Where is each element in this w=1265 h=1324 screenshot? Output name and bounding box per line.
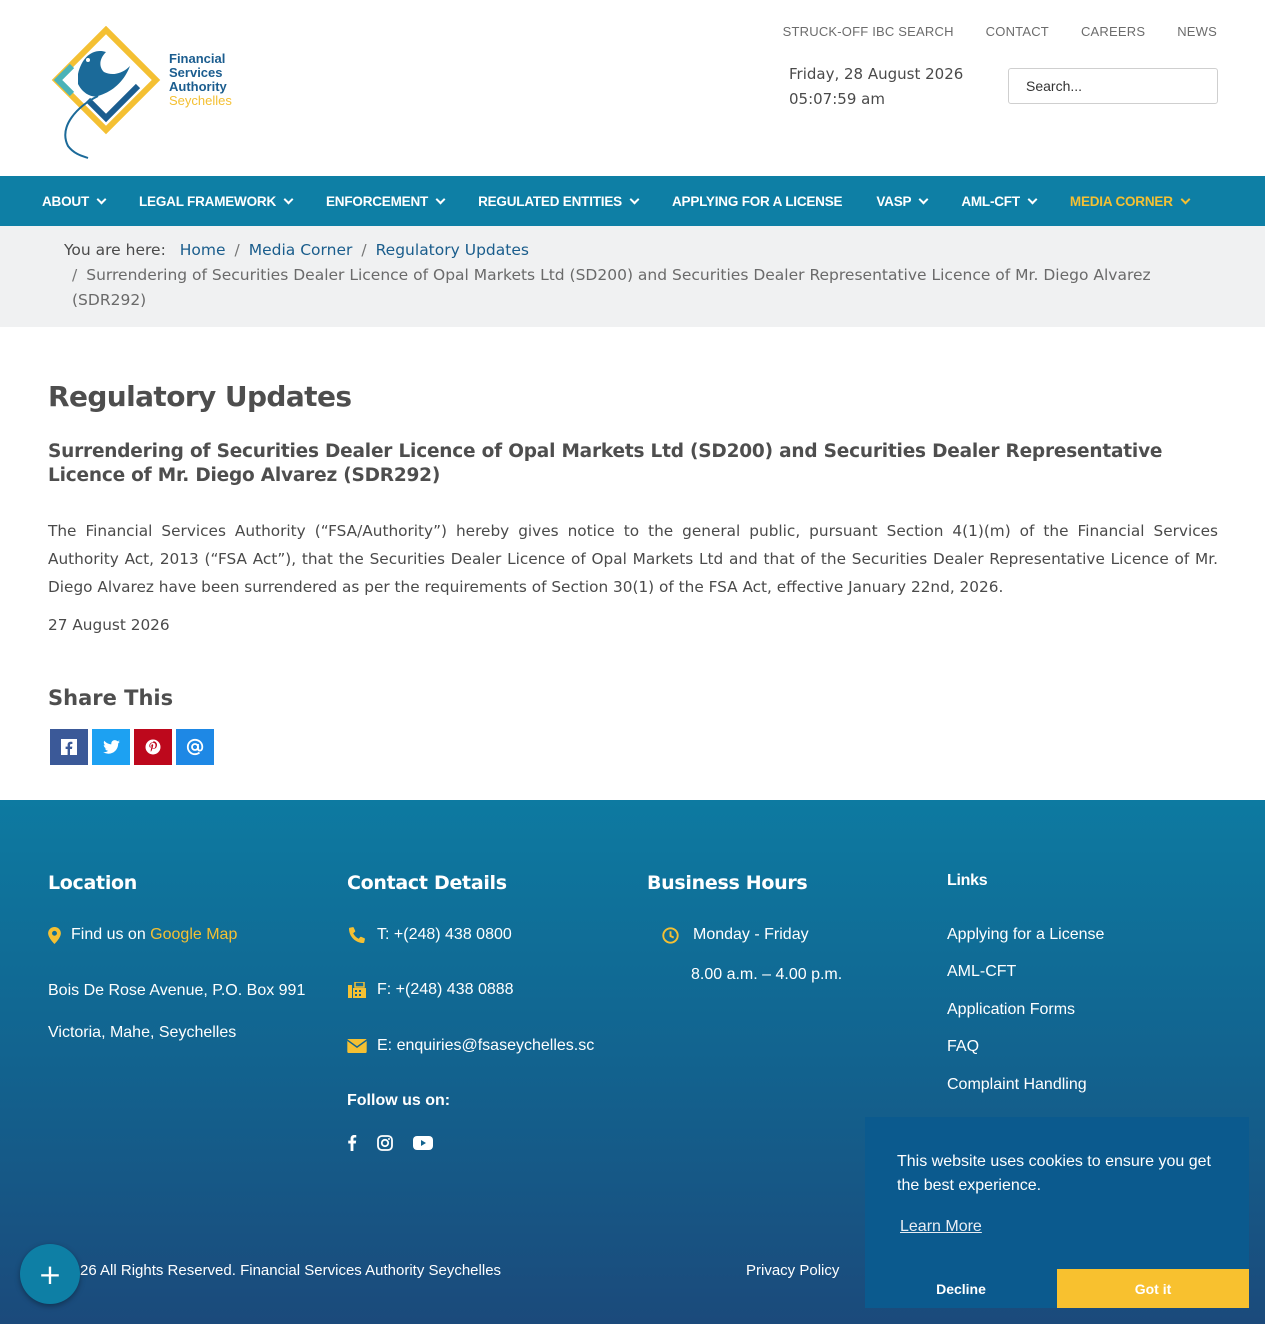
- google-map-link[interactable]: Google Map: [150, 926, 238, 943]
- email-line[interactable]: E: enquiries@fsaseychelles.sc: [347, 1037, 594, 1055]
- twitter-icon: [103, 740, 120, 754]
- fax-line: F: +(248) 438 0888: [347, 981, 514, 999]
- top-link-struck-off-ibc-search[interactable]: STRUCK-OFF IBC SEARCH: [782, 24, 954, 39]
- email-share-button[interactable]: [176, 729, 214, 765]
- share-title: Share This: [48, 686, 174, 710]
- map-pin-icon: [48, 927, 61, 944]
- article-body: The Financial Services Authority (“FSA/Authority”) hereby gives notice to the general public, pursuant Section 4(1)(m) of the Financial Services Authority Act, 2013 (“FSA Act”), that the Securities Dealer Licence of Opal Markets Ltd and that of the Securities Dealer Representative Licence of Mr. Diego Alvarez have been surrendered as per the requirements of Section 30(1) of the FSA Act, effective January 22nd, 2026.: [48, 522, 1218, 596]
- top-link-careers[interactable]: CAREERS: [1080, 24, 1146, 39]
- top-link-contact[interactable]: CONTACT: [985, 24, 1049, 39]
- links-heading: Links: [947, 872, 988, 889]
- facebook-icon: [61, 739, 77, 755]
- breadcrumb-prefix: You are here:: [64, 241, 166, 259]
- chevron-down-icon: [284, 194, 294, 204]
- floating-plus-button[interactable]: +: [20, 1244, 80, 1304]
- facebook-icon[interactable]: [347, 1134, 357, 1151]
- phone-line[interactable]: T: +(248) 438 0800: [347, 926, 512, 944]
- article-title: Surrendering of Securities Dealer Licence of Opal Markets Ltd (SD200) and Securities Dealer Representative Licence of Mr. Diego Alvarez (SDR292): [48, 441, 1163, 486]
- footer-link-applying-for-a-license[interactable]: Applying for a License: [947, 926, 1105, 943]
- footer-link-faq[interactable]: FAQ: [947, 1038, 980, 1055]
- nav-media-corner[interactable]: MEDIA CORNER: [1070, 194, 1189, 209]
- clock-icon: [662, 927, 679, 944]
- site-header: [0, 0, 1265, 176]
- current-time: 05:07:59 am: [789, 90, 885, 108]
- cookie-banner: [865, 1117, 1249, 1308]
- share-buttons: [50, 729, 1218, 765]
- hours-time: 8.00 a.m. – 4.00 p.m.: [691, 966, 843, 983]
- page-title: Regulatory Updates: [48, 380, 352, 413]
- chevron-down-icon: [1180, 194, 1190, 204]
- breadcrumb-regulatory-updates[interactable]: Regulatory Updates: [375, 241, 529, 259]
- hours-days: Monday - Friday: [662, 926, 809, 944]
- nav-vasp[interactable]: VASP: [876, 194, 927, 209]
- search-input[interactable]: [1008, 68, 1218, 104]
- nav-enforcement[interactable]: ENFORCEMENT: [326, 194, 444, 209]
- main-nav: [0, 176, 1265, 226]
- breadcrumb-home[interactable]: Home: [179, 241, 226, 259]
- pinterest-share-button[interactable]: [134, 729, 172, 765]
- contact-heading: Contact Details: [347, 872, 507, 894]
- top-links: [783, 24, 1217, 39]
- breadcrumb: You are here: Home / Media Corner / Regulatory Updates / Surrendering of Securities Dealer Licence of Opal Markets Ltd (SD200) and Securities Dealer Representative Licence of Mr. Diego Alvarez (SDR292): [0, 226, 1265, 327]
- article-date: 27 August 2026: [48, 616, 170, 634]
- follow-us-label: Follow us on:: [347, 1092, 451, 1109]
- footer-location: [48, 872, 328, 1172]
- footer-link-application-forms[interactable]: Application Forms: [947, 1001, 1076, 1018]
- current-date: Friday, 28 August 2026: [789, 65, 964, 83]
- cookie-message: This website uses cookies to ensure you get the best experience.: [897, 1153, 1211, 1194]
- cookie-accept-button[interactable]: Got it: [1057, 1269, 1249, 1308]
- footer-links: [947, 872, 1227, 1132]
- nav-aml-cft[interactable]: AML-CFT: [961, 194, 1036, 209]
- cookie-learn-more-link[interactable]: Learn More: [900, 1218, 982, 1235]
- envelope-icon: [347, 1039, 367, 1053]
- chevron-down-icon: [97, 194, 107, 204]
- chevron-down-icon: [919, 194, 929, 204]
- address-line-1: Bois De Rose Avenue, P.O. Box 991: [48, 982, 306, 999]
- youtube-icon[interactable]: [413, 1136, 433, 1150]
- instagram-icon[interactable]: [377, 1135, 393, 1151]
- address-line-2: Victoria, Mahe, Seychelles: [48, 1024, 237, 1041]
- pinterest-icon: [145, 739, 161, 755]
- nav-about[interactable]: ABOUT: [42, 194, 105, 209]
- phone-icon: [347, 927, 367, 943]
- footer-contact: [347, 872, 627, 1172]
- chevron-down-icon: [1027, 194, 1037, 204]
- email-icon: [186, 738, 204, 756]
- privacy-policy-link[interactable]: Privacy Policy: [746, 1262, 840, 1279]
- footer-link-aml-cft[interactable]: AML-CFT: [947, 963, 1017, 980]
- location-heading: Location: [48, 872, 138, 894]
- twitter-share-button[interactable]: [92, 729, 130, 765]
- fax-icon: [347, 982, 367, 998]
- facebook-share-button[interactable]: [50, 729, 88, 765]
- current-datetime: [789, 62, 963, 112]
- chevron-down-icon: [436, 194, 446, 204]
- top-link-news[interactable]: NEWS: [1177, 24, 1217, 39]
- breadcrumb-media-corner[interactable]: Media Corner: [248, 241, 353, 259]
- footer-link-complaint-handling[interactable]: Complaint Handling: [947, 1076, 1087, 1093]
- nav-applying-for-a-license[interactable]: APPLYING FOR A LICENSE: [671, 193, 843, 209]
- cookie-decline-button[interactable]: Decline: [936, 1280, 986, 1297]
- nav-legal-framework[interactable]: LEGAL FRAMEWORK: [139, 194, 292, 209]
- chevron-down-icon: [630, 194, 640, 204]
- hours-heading: Business Hours: [647, 872, 808, 894]
- logo-wordmark: Financial Services Authority Seychelles: [169, 51, 232, 108]
- copyright-text: 26 All Rights Reserved. Financial Services Authority Seychelles: [80, 1262, 502, 1279]
- footer-hours: [647, 872, 927, 1072]
- nav-regulated-entities[interactable]: REGULATED ENTITIES: [478, 194, 638, 209]
- social-links: [347, 1134, 433, 1151]
- find-us-line: Find us on Google Map: [48, 926, 237, 944]
- breadcrumb-current: Surrendering of Securities Dealer Licence of Opal Markets Ltd (SD200) and Securities Dealer Representative Licence of Mr. Diego Alvarez (SDR292): [72, 266, 1151, 309]
- main-content: [48, 380, 1218, 765]
